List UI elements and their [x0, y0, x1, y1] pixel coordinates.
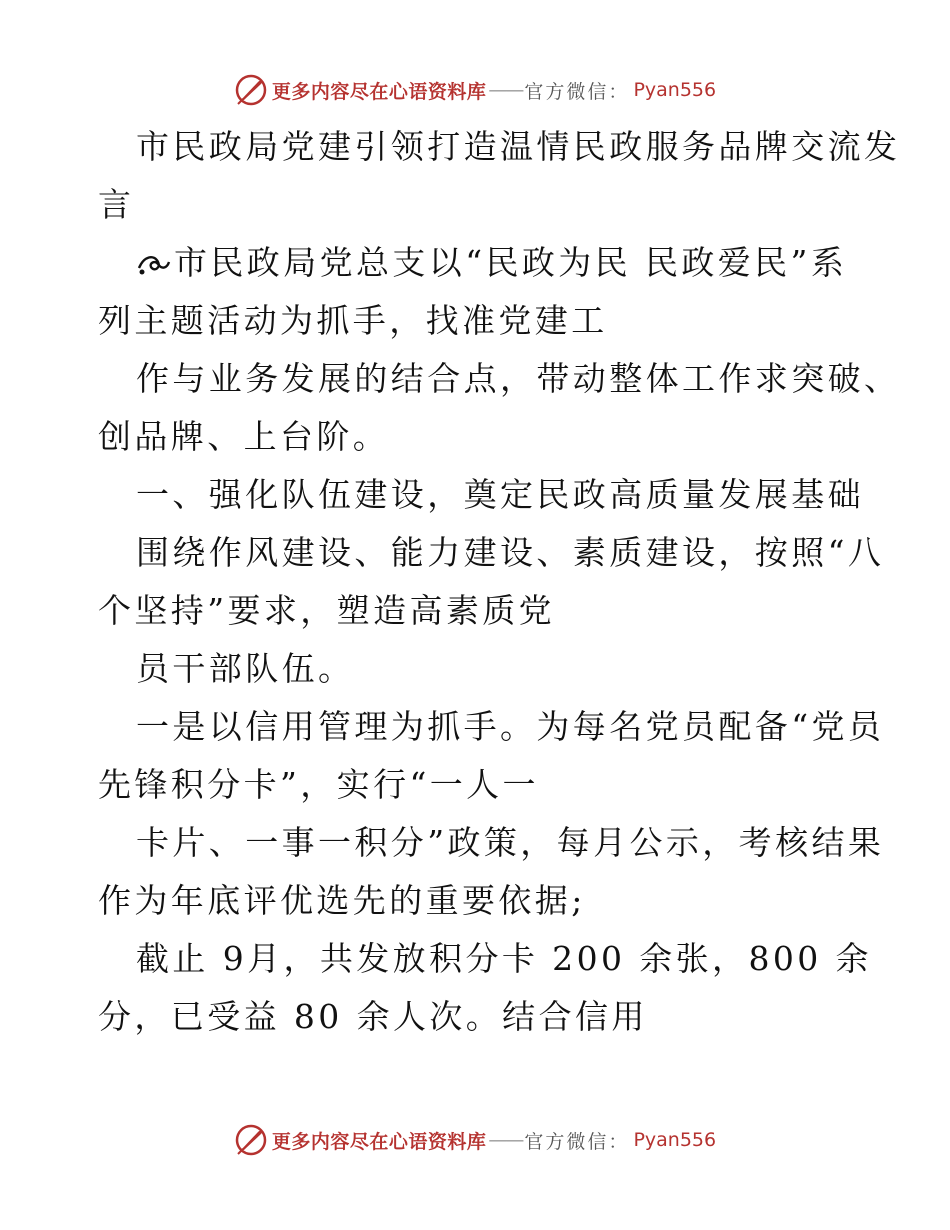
paragraph-line: 个坚持”要求，塑造高素质党	[98, 591, 556, 630]
paragraph-line: 创品牌、上台阶。	[98, 417, 390, 456]
watermark-contact-id: Pyan556	[633, 1129, 717, 1151]
section-heading: 一、强化队伍建设，奠定民政高质量发展基础	[136, 475, 864, 514]
header-watermark	[0, 70, 950, 110]
paragraph-line: 作与业务发展的结合点，带动整体工作求突破、	[136, 359, 901, 398]
watermark-dash: ——	[488, 1129, 523, 1151]
paragraph-line: 作为年底评优选先的重要依据;	[98, 881, 586, 920]
watermark-brand-text: 更多内容尽在心语资料库	[271, 1130, 487, 1153]
quill-logo-icon	[234, 1123, 268, 1157]
watermark-brand-text: 更多内容尽在心语资料库	[271, 80, 487, 103]
paragraph-line: 先锋积分卡”，实行“一人一	[98, 765, 539, 804]
watermark-contact-label: 官方微信：	[524, 80, 630, 103]
paragraph-line-text: 市民政局党总支以“民政为民 民政爱民”系	[174, 243, 848, 282]
paragraph-line: 分，已受益 80 余人次。结合信用	[98, 997, 648, 1036]
paragraph-line: 员干部队伍。	[136, 649, 355, 688]
paragraph-line: 截止 9月，共发放积分卡 200 余张，800 余	[136, 939, 872, 978]
paragraph-line	[98, 234, 868, 292]
footer-watermark	[0, 1120, 950, 1160]
document-body	[98, 118, 901, 1046]
quill-logo-icon	[234, 73, 268, 107]
document-title-line-2: 言	[98, 185, 135, 224]
paragraph-line: 围绕作风建设、能力建设、素质建设，按照“八	[136, 533, 885, 572]
paragraph-line: 卡片、一事一积分”政策，每月公示，考核结果	[136, 823, 885, 862]
paragraph-line: 列主题活动为抓手，找准党建工	[98, 301, 608, 340]
paragraph-line: 一是以信用管理为抓手。为每名党员配备“党员	[136, 707, 885, 746]
swirl-bullet-icon	[136, 248, 172, 278]
watermark-dash: ——	[488, 79, 523, 101]
watermark-contact-id: Pyan556	[633, 79, 717, 101]
watermark-contact-label: 官方微信：	[524, 1130, 630, 1153]
document-title-line-1: 市民政局党建引领打造温情民政服务品牌交流发	[136, 127, 901, 166]
